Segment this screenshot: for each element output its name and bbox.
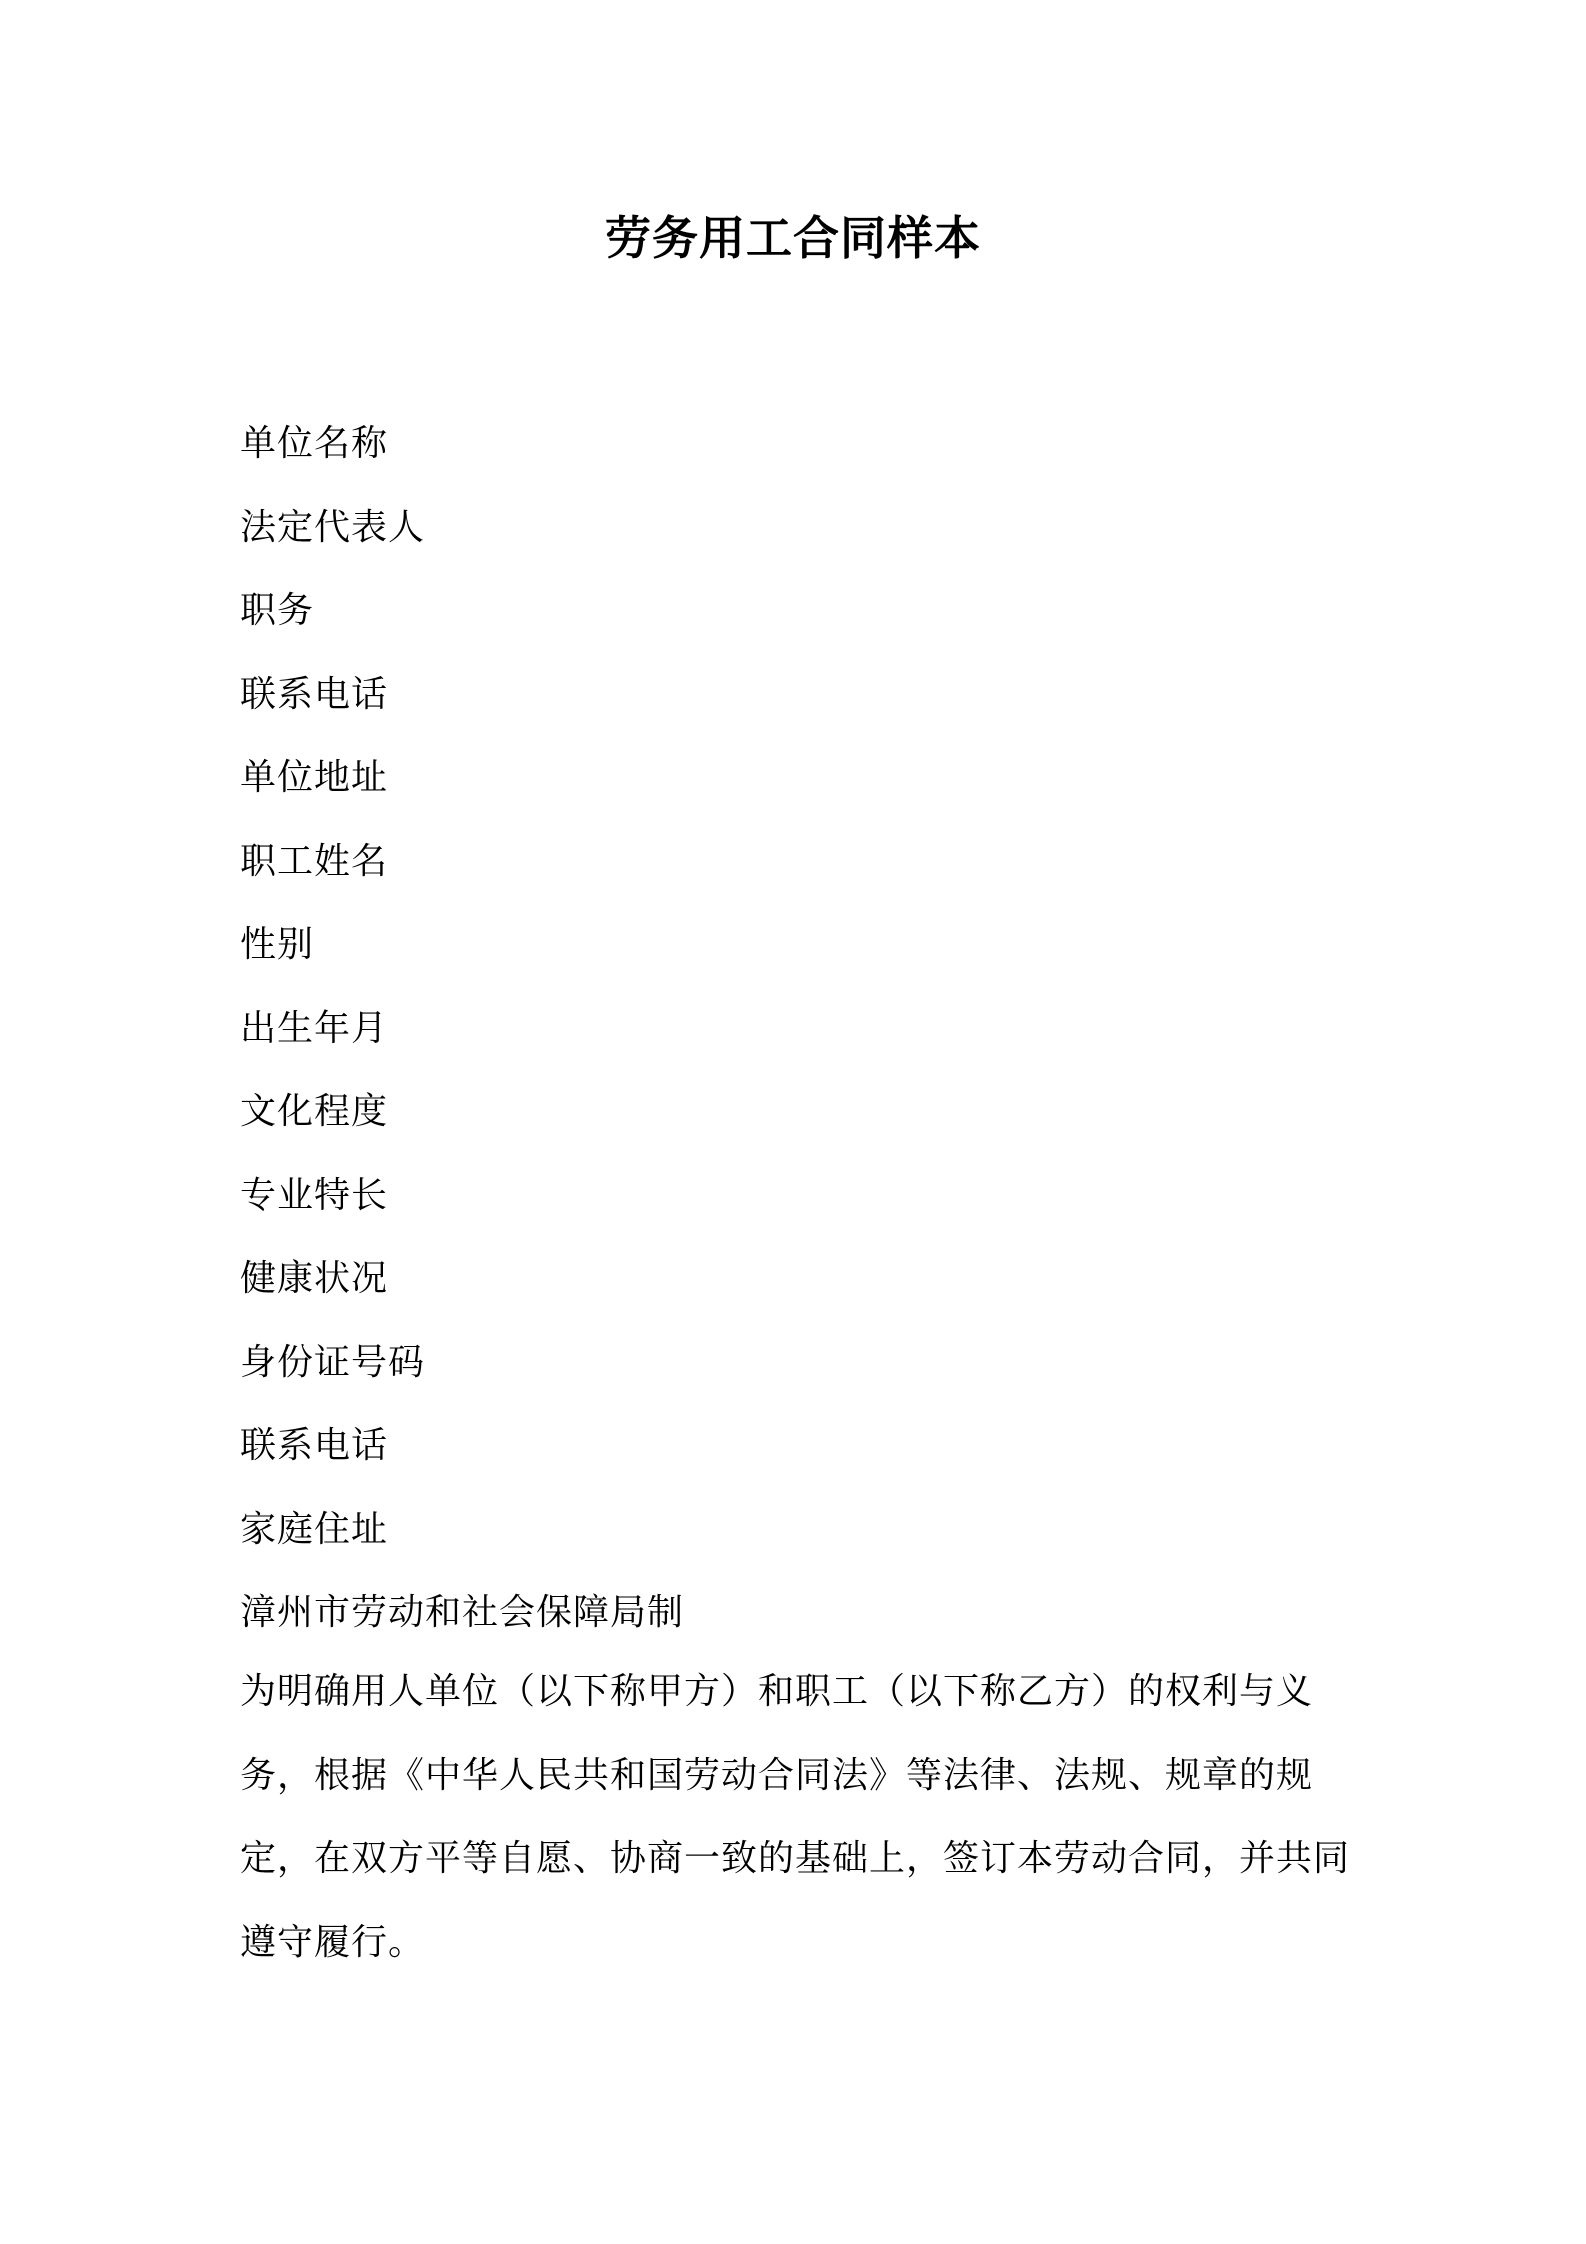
- field-birth-date: 出生年月: [240, 1007, 389, 1049]
- field-position: 职务: [240, 590, 315, 631]
- field-employer-phone: 联系电话: [240, 673, 389, 715]
- document-title: 劳务用工合同样本: [605, 211, 981, 265]
- field-home-address: 家庭住址: [240, 1508, 389, 1550]
- field-health-status: 健康状况: [240, 1258, 389, 1299]
- field-id-number: 身份证号码: [240, 1341, 426, 1383]
- field-gender: 性别: [240, 924, 315, 965]
- field-unit-name: 单位名称: [240, 423, 389, 464]
- contract-fields-list: [240, 402, 684, 1655]
- field-specialty: 专业特长: [240, 1174, 389, 1216]
- contract-preamble: 为明确用人单位（以下称甲方）和职工（以下称乙方）的权利与义务，根据《中华人民共和国劳动合同法》等法律、法规、规章的规定，在双方平等自愿、协商一致的基础上，签订本劳动合同，并共同遵守履行。: [240, 1671, 1351, 1963]
- field-employee-name: 职工姓名: [240, 840, 389, 882]
- field-education: 文化程度: [240, 1091, 389, 1132]
- field-legal-representative: 法定代表人: [240, 506, 426, 548]
- field-unit-address: 单位地址: [240, 757, 389, 798]
- issuing-authority: 漳州市劳动和社会保障局制: [240, 1592, 685, 1633]
- field-employee-phone: 联系电话: [240, 1425, 389, 1466]
